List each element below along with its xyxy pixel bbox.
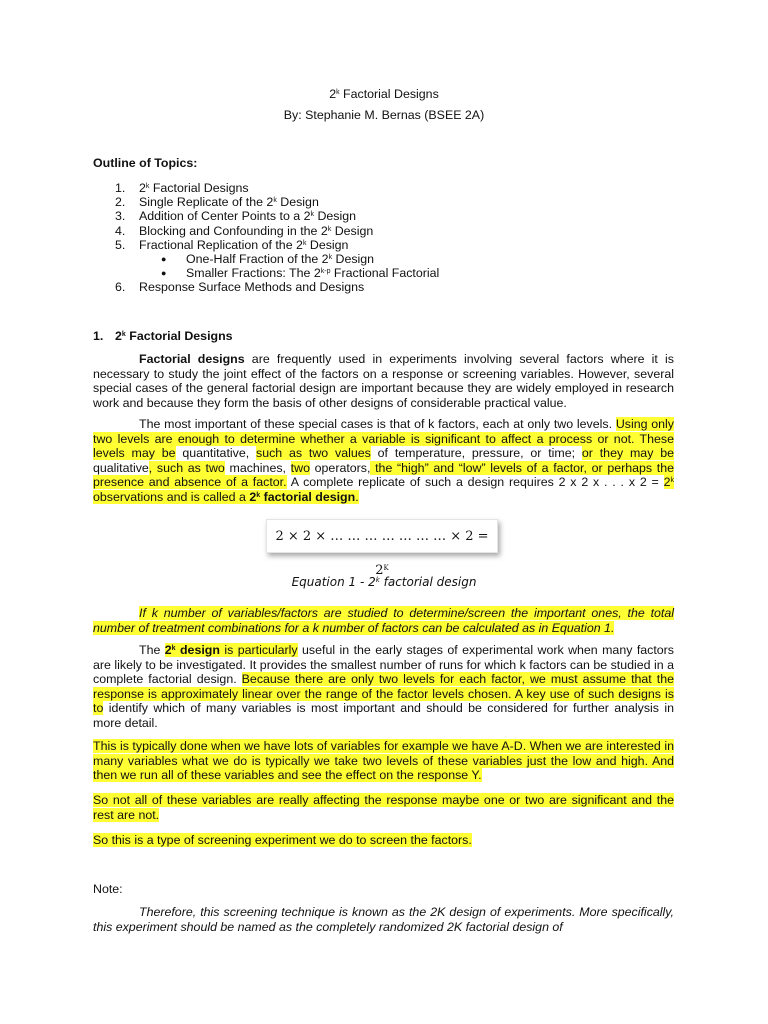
outline-heading: Outline of Topics: bbox=[93, 156, 198, 170]
bullet-icon: ● bbox=[161, 253, 167, 264]
paragraph-special-cases: The most important of these special cases is that of k factors, each at only two levels. Using only two levels are enough to determine whether a variable is significant to affect a process or not. These levels may be quantitative, such as two values of temperature, pressure, or time; or they may be qualitative, such as two machines, two operators, the “high” and “low” levels of a factor, or perhaps the presence and absence of a factor. A complete replicate of such a design requires 2 x 2 x . . . x $2 = 2^k$ observations and is called a 2$^k$ factorial design. bbox=[93, 417, 675, 504]
bullet-icon: ● bbox=[161, 268, 167, 279]
toc-item: 4. Blocking and Confounding in the 2$^k$ Design bbox=[115, 223, 374, 238]
paragraph-combinations: If k number of variables/factors are studied to determine/screen the important ones, the total number of treatment combinations for a k number of factors can be calculated as in Equation 1. bbox=[93, 606, 674, 635]
paragraph-intro: Factorial designs are frequently used in experiments involving several factors where it is necessary to study the joint effect of the factors on a response or screening variables. However, several special cases of the general factorial design are important because they are widely employed in research work and because they form the basis of other designs of considerable practical value. bbox=[93, 352, 674, 410]
outline-list bbox=[93, 181, 693, 295]
section-heading: 1. 2$^k$ Factorial Designs bbox=[93, 329, 233, 343]
equation-box: 2 × 2 × … … … … … … … × $2 = 2^K$ bbox=[266, 519, 498, 553]
note-label: Note: bbox=[93, 882, 123, 896]
paragraph-note: Therefore, this screening technique is known as the 2K design of experiments. More specifically, this experiment should be named as the completely randomized 2K factorial design of bbox=[93, 905, 674, 934]
toc-item: 6. Response Surface Methods and Designs bbox=[115, 280, 365, 295]
paragraph-screening: So this is a type of screening experiment we do to screen the factors. bbox=[93, 833, 472, 847]
equation-caption: Equation 1 - 2$^k$ factorial design bbox=[291, 575, 477, 589]
paragraph-2k-design: The 2$^k$ design is particularly useful in the early stages of experimental work when many factors are likely to be investigated. It provides the smallest number of runs for which k factors can be studied in a complete factorial design. Because there are only two levels for each factor, we must assume that the response is approximately linear over the range of the factor levels chosen. A key use of such designs is to identify which of many variables is most important and should be considered for further analysis in more detail. bbox=[93, 643, 675, 730]
paragraph-variables: This is typically done when we have lots of variables for example we have A-D. When we are interested in many variables what we do is typically we take two levels of these variables just the low and high. And then we run all of these variables and see the effect on the response Y. bbox=[93, 739, 674, 782]
toc-item: 5. Fractional Replication of the 2$^k$ Design bbox=[115, 237, 349, 252]
toc-subitem: ● Smaller Fractions: The 2$^{k-p}$ Fractional Factorial bbox=[161, 266, 440, 281]
doc-author: By: Stephanie M. Bernas (BSEE 2A) bbox=[283, 108, 485, 122]
paragraph-significance: So not all of these variables are really affecting the response maybe one or two are significant and the rest are not. bbox=[93, 793, 674, 822]
toc-item: 3. Addition of Center Points to a 2$^k$ Design bbox=[115, 209, 357, 224]
toc-item: 2. Single Replicate of the 2$^k$ Design bbox=[115, 195, 319, 210]
toc-subitem: ● One-Half Fraction of the 2$^k$ Design bbox=[161, 251, 375, 266]
toc-item: 1. 2$^k$ Factorial Designs bbox=[115, 181, 249, 195]
doc-title: 2$^k$ Factorial Designs bbox=[329, 87, 439, 101]
